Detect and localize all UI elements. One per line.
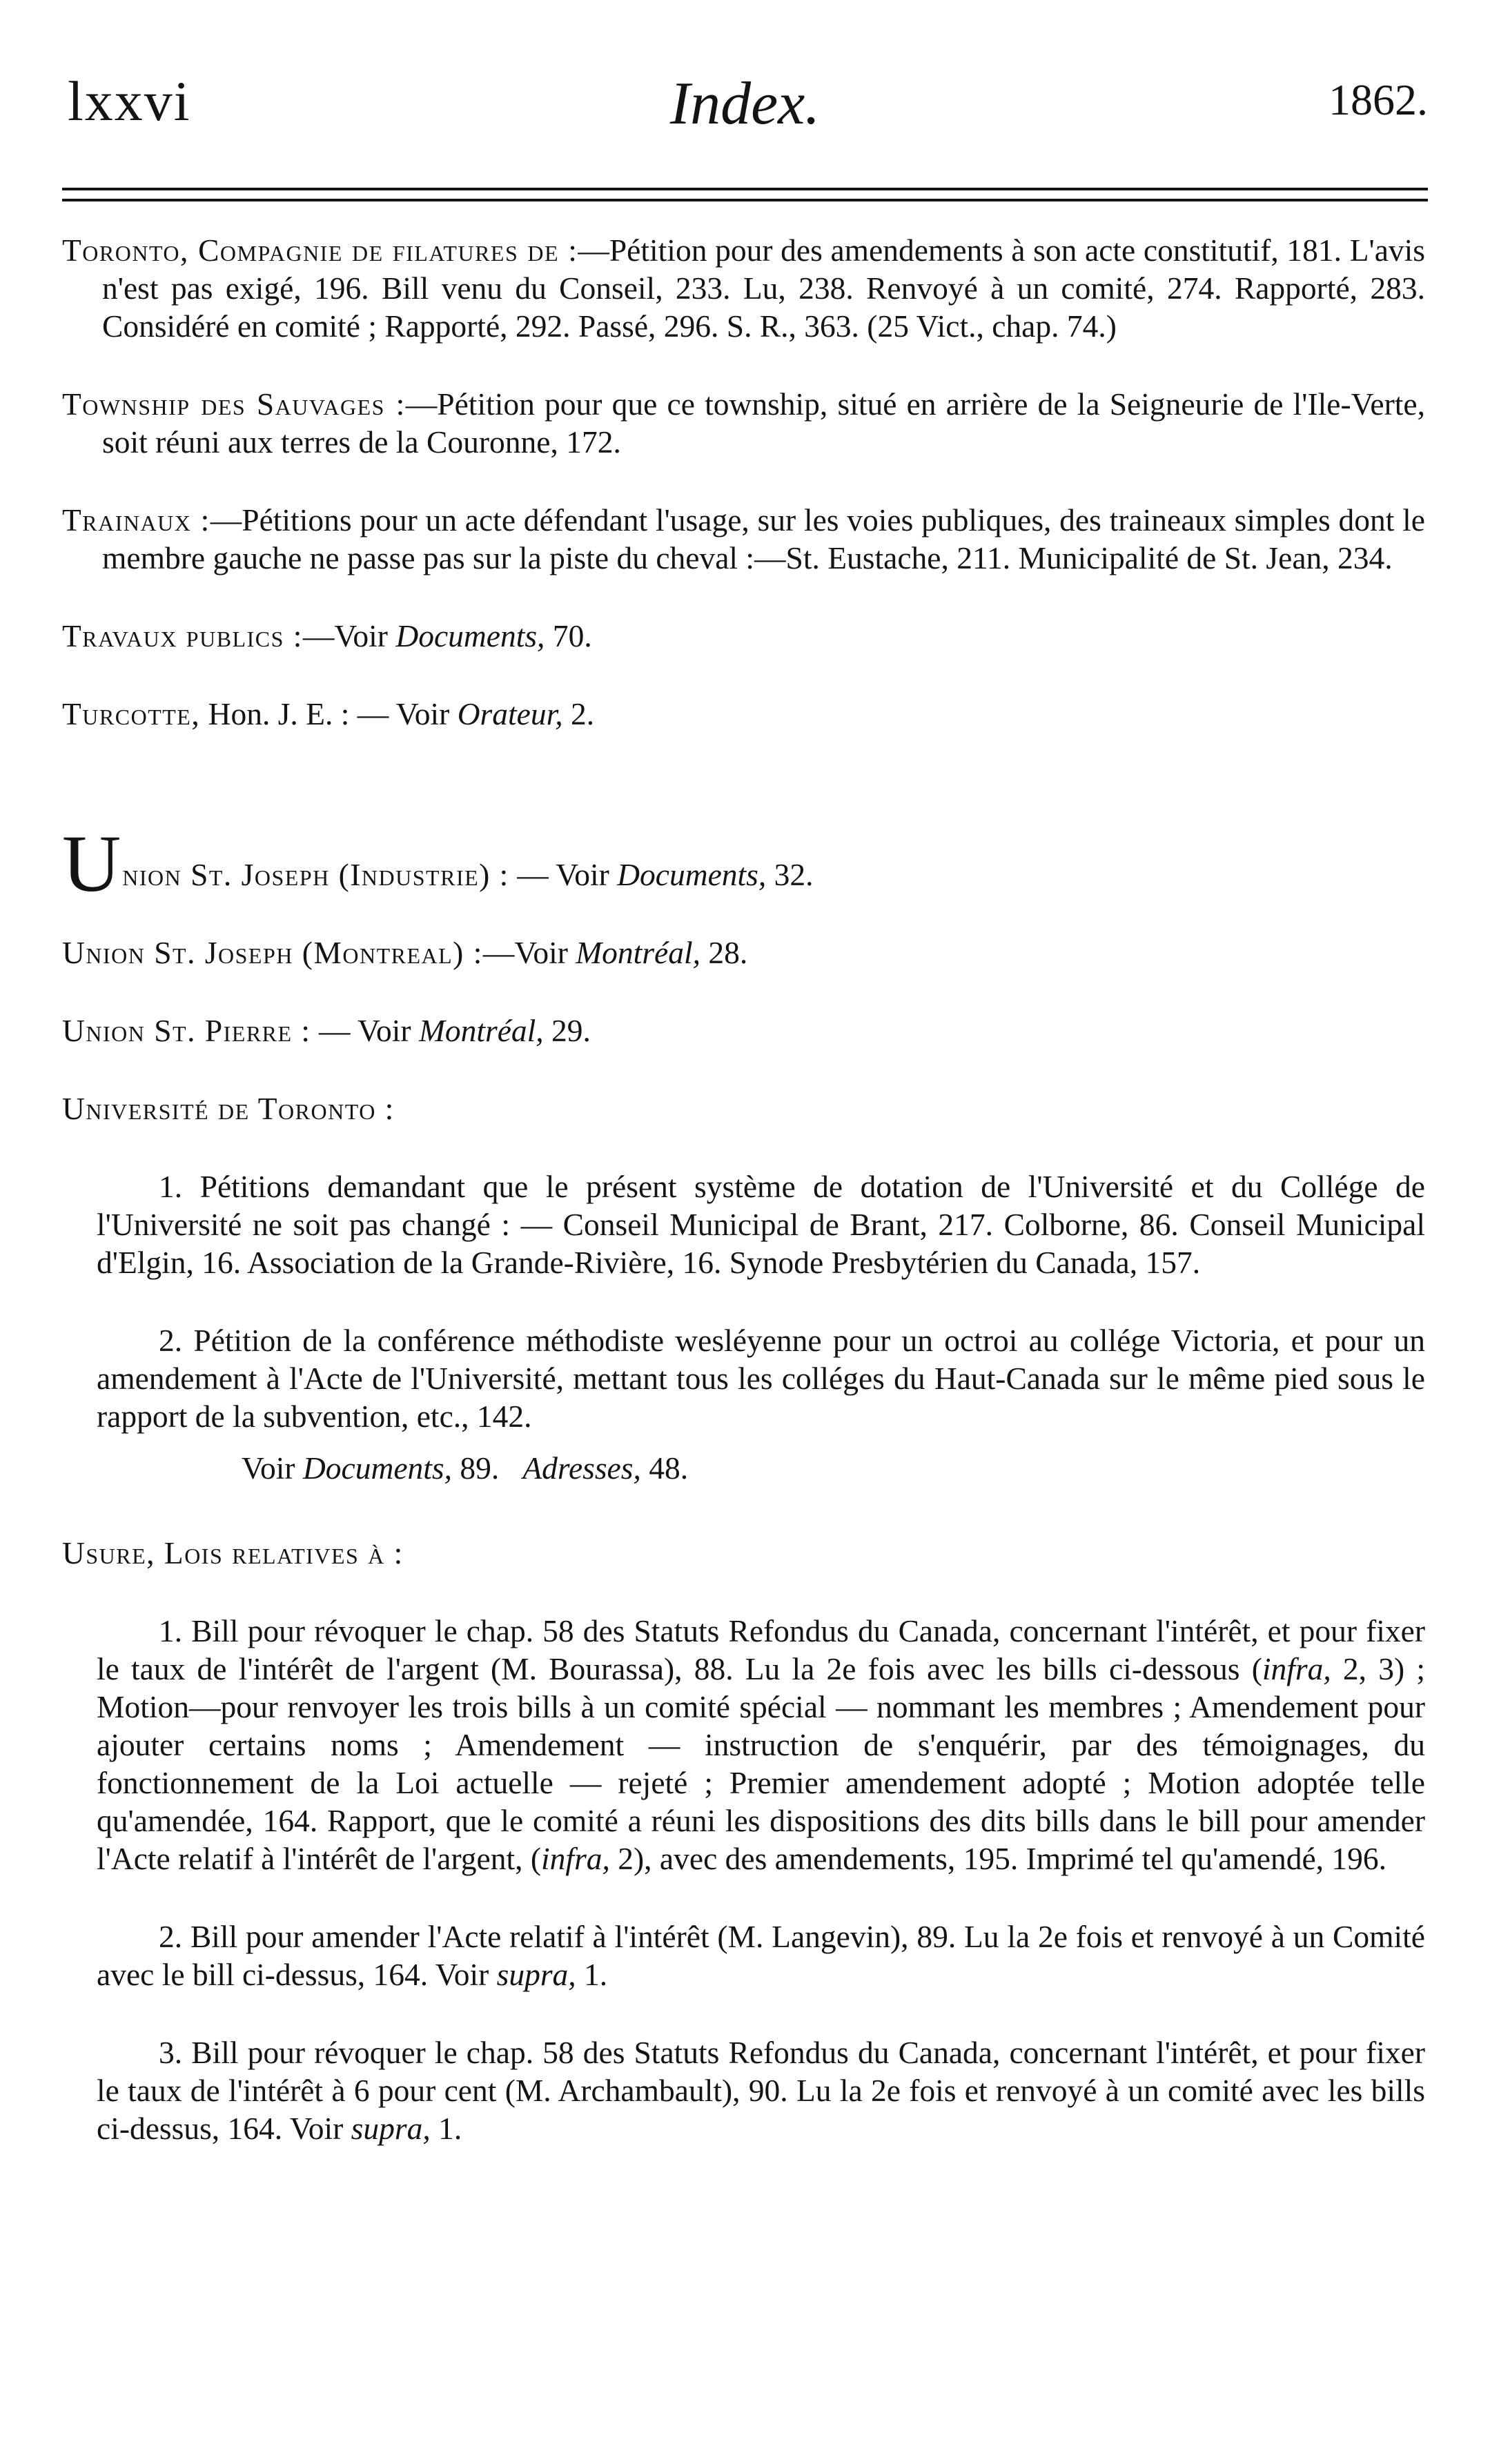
page-year: 1862.	[1329, 75, 1428, 124]
header-rule-bottom	[62, 199, 1428, 201]
index-body	[62, 231, 1425, 2147]
entry-heading: Université de Toronto :	[62, 1091, 395, 1126]
entry-heading: Turcotte,	[62, 696, 201, 731]
entry-toronto	[62, 231, 1425, 345]
entry-travaux-publics: Travaux publics :—Voir Documents, 70.	[62, 618, 592, 653]
entry-heading: Usure, Lois relatives à :	[62, 1535, 404, 1570]
subentry-3: 3. Bill pour révoquer le chap. 58 des Statuts Refondus du Canada, concernant l'intérêt, et pour fixer le taux de l'intérêt à 6 pour cent (M. Archambault), 90. Lu la 2e fois et renvoyé à un comité avec les bills ci-dessus, 164. Voir supra, 1.	[97, 2035, 1425, 2146]
entry-heading: Travaux publics :	[62, 618, 303, 653]
entry-trainaux	[62, 501, 1425, 577]
entry-usure	[62, 1534, 1425, 1572]
cross-reference: Documents,	[395, 618, 545, 653]
entry-union-st-pierre: Union St. Pierre : — Voir Montréal, 29.	[62, 1013, 591, 1048]
section-dropcap: U	[62, 818, 121, 909]
header-rule-top	[62, 188, 1428, 190]
entry-text: —Pétition pour que ce township, situé en arrière de la Seigneurie de l'Ile-Verte, soit réuni aux terres de la Couronne, 172.	[102, 386, 1425, 460]
entry-union-st-joseph-industrie: Union St. Joseph (Industrie) : — Voir Documents, 32.	[62, 818, 814, 909]
entry-union-st-joseph-montreal: Union St. Joseph (Montreal) :—Voir Montréal, 28.	[62, 935, 748, 970]
entry-township	[62, 385, 1425, 461]
cross-reference: Adresses,	[522, 1450, 641, 1486]
entry-heading: nion St. Joseph (Industrie) :	[122, 857, 509, 892]
cross-reference: Documents,	[617, 857, 767, 892]
entry-universite-de-toronto	[62, 1090, 1425, 1127]
see-also-line: Voir Documents, 89. Adresses, 48.	[242, 1450, 689, 1486]
entry-turcotte: Turcotte, Hon. J. E. : — Voir Orateur, 2.	[62, 696, 595, 731]
entry-text: —Pétition pour des amendements à son acte constitutif, 181. L'avis n'est pas exigé, 196. Bill venu du Conseil, 233. Lu, 238. Renvoyé à un comité, 274. Rapporté, 283. Considéré en comité ; Rapporté, 292. Passé, 296. S. R., 363. (25 Vict., chap. 74.)	[102, 233, 1425, 344]
subentry-2: 2. Pétition de la conférence méthodiste wesléyenne pour un octroi au collége Victoria, et pour un amendement à l'Acte de l'Université, mettant tous les colléges du Haut-Canada sur le même pied sous le rapport de la subvention, etc., 142.	[97, 1323, 1425, 1434]
cross-reference: Documents,	[302, 1450, 453, 1486]
subentry-1: 1. Bill pour révoquer le chap. 58 des Statuts Refondus du Canada, concernant l'intérêt, et pour fixer le taux de l'intérêt de l'argent (M. Bourassa), 88. Lu la 2e fois avec les bills ci-dessous (infra, 2, 3) ; Motion—pour renvoyer les trois bills à un comité spécial — nommant les membres ; Amendement pour ajouter certains noms ; Amendement — instruction de s'enquérir, par des témoignages, du fonctionnement de la Loi actuelle — rejeté ; Premier amendement adopté ; Motion adoptée telle qu'amendée, 164. Rapport, que le comité a réuni les dispositions des dits bills dans le bill pour amender l'Acte relatif à l'intérêt de l'argent, (infra, 2), avec des amendements, 195. Imprimé tel qu'amendé, 196.	[97, 1613, 1425, 1876]
cross-reference: Montréal,	[418, 1013, 544, 1048]
entry-heading: Toronto, Compagnie de filatures de :	[62, 233, 578, 268]
entry-heading: Union St. Pierre :	[62, 1013, 311, 1048]
entry-heading: Union St. Joseph (Montreal) :	[62, 935, 483, 970]
entry-text: —Pétitions pour un acte défendant l'usage, sur les voies publiques, des traineaux simples dont le membre gauche ne passe pas sur la piste du cheval :—St. Eustache, 211. Municipalité de St. Jean, 234.	[102, 502, 1425, 575]
page-number-roman: lxxvi	[68, 70, 191, 132]
subentry-1: 1. Pétitions demandant que le présent système de dotation de l'Université et du Collége de l'Université ne soit pas changé : — Conseil Municipal de Brant, 217. Colborne, 86. Conseil Municipal d'Elgin, 16. Association de la Grande-Rivière, 16. Synode Presbytérien du Canada, 157.	[97, 1169, 1425, 1280]
running-head	[62, 69, 1428, 138]
entry-heading: Township des Sauvages :	[62, 386, 406, 422]
entry-heading: Trainaux :	[62, 502, 210, 538]
cross-reference: Montréal,	[576, 935, 700, 970]
subentry-2: 2. Bill pour amender l'Acte relatif à l'intérêt (M. Langevin), 89. Lu la 2e fois et renvoyé à un Comité avec le bill ci-dessus, 164. Voir supra, 1.	[97, 1919, 1425, 1992]
page-title: Index.	[669, 70, 821, 137]
cross-reference: Orateur,	[457, 696, 563, 731]
